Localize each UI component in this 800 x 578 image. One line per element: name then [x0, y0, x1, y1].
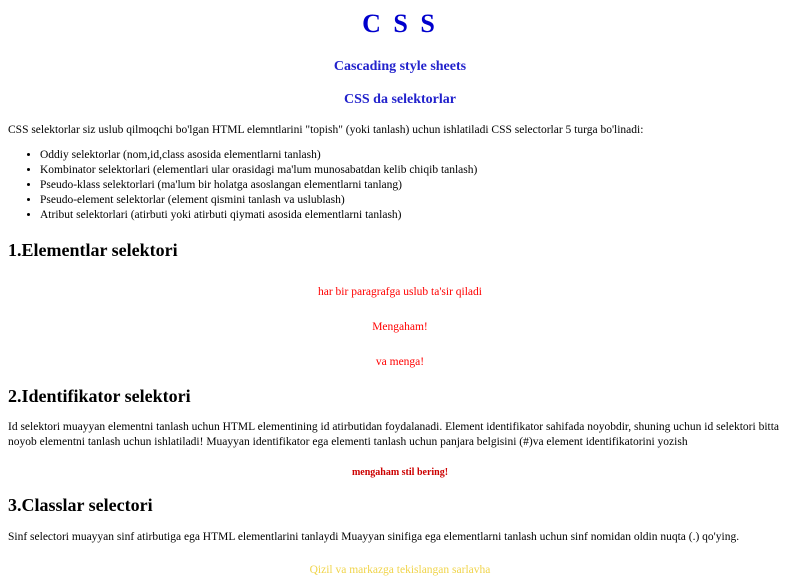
list-item: • Oddiy selektorlar (nom,id,class asosida elementlarni tanlash): [40, 148, 792, 163]
selector-types-list: [8, 148, 792, 224]
demo-paragraph-gold: Qizil va markazga tekislangan sarlavha: [309, 563, 491, 576]
subtitle-css-da-selektorlar: CSS da selektorlar: [344, 91, 456, 107]
demo-paragraph-red-bold: mengaham stil bering!: [351, 467, 449, 479]
demo-paragraph-red: har bir paragrafga uslub ta'sir qiladi: [318, 286, 482, 299]
section-heading-elementlar-selektori: 1.Elementlar selektori: [8, 239, 178, 260]
list-item: • Kombinator selektorlari (elementlari ular orasidagi ma'lum munosabatdan kelib chiqib tanlash): [40, 163, 792, 178]
section-heading-classlar-selectori: 3.Classlar selectori: [8, 495, 153, 516]
document-page: [0, 9, 800, 576]
section-body-identifikator: Id selektori muayyan elementni tanlash uchun HTML elementining id atirbutidan foydalanadi. Element identifikator sahifada noyobdir, shuning uchun id selektori bitta noyob elementni tanlash uchun ishlatiladi! Muayyan identifikator ega elementi tanlash uchun panjara belgisini (#)va element identifikatorini yozish: [8, 421, 780, 449]
section-heading-identifikator-selektori: 2.Identifikator selektori: [8, 385, 191, 406]
demo-paragraph-red: va menga!: [375, 355, 425, 368]
list-item: • Pseudo-klass selektorlari (ma'lum bir holatga asoslangan elementlarni tanlang): [40, 178, 792, 193]
section-body-classlar: Sinf selectori muayyan sinf atirbutiga ega HTML elementlarini tanlaydi Muayyan sinifiga ega elementlarni tanlash uchun sinf nomidan oldin nuqta (.) qo'ying.: [8, 530, 740, 543]
subtitle-cascading-style-sheets: Cascading style sheets: [333, 58, 467, 74]
demo-paragraph-red: Mengaham!: [372, 321, 428, 334]
intro-paragraph: CSS selektorlar siz uslub qilmoqchi bo'lgan HTML elemntlarini "topish" (yoki tanlash) uchun ishlatiladi CSS selectorlar 5 turga bo'linadi:: [8, 124, 644, 137]
list-item: • Atribut selektorlari (atirbuti yoki atirbuti qiymati asosida elementlarni tanlash): [40, 208, 792, 223]
list-item: • Pseudo-element selektorlar (element qismini tanlash va uslublash): [40, 193, 792, 208]
page-title: C S S: [362, 9, 438, 38]
